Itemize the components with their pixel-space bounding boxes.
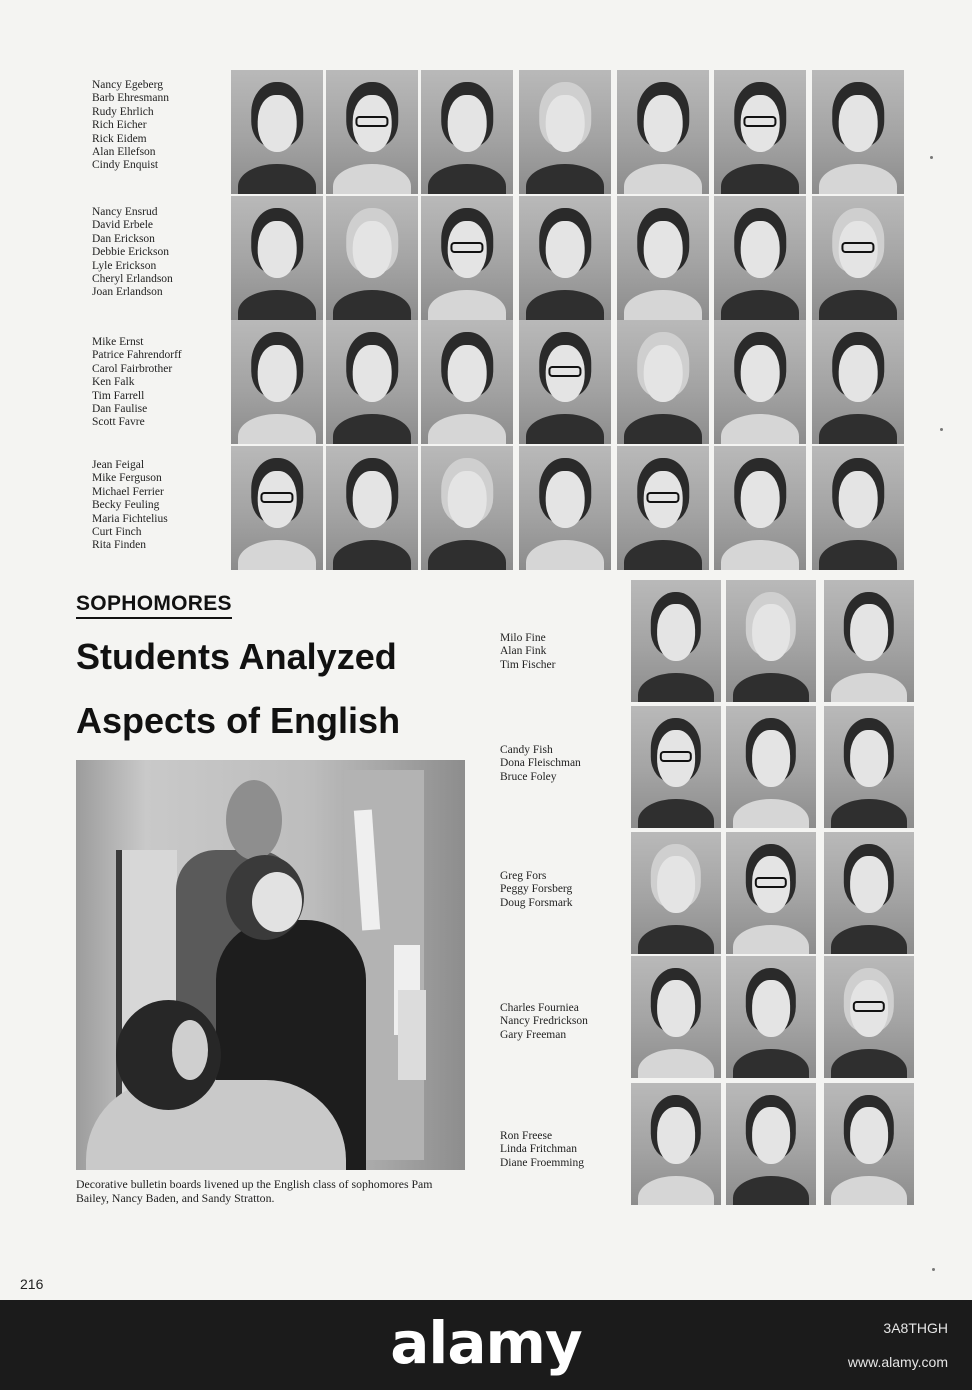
portrait-photo xyxy=(714,196,806,320)
watermark-logo: alamy xyxy=(390,1309,582,1377)
portrait-photo xyxy=(812,70,904,194)
portrait-photo xyxy=(617,446,709,570)
headline-line-1: Students Analyzed xyxy=(76,636,397,677)
name-list-side-5: Ron Freese Linda Fritchman Diane Froemming xyxy=(500,1130,584,1169)
name-list-side-4: Charles Fourniea Nancy Fredrickson Gary Freeman xyxy=(500,1002,588,1041)
name-list-row-4: Jean Feigal Mike Ferguson Michael Ferrier Becky Feuling Maria Fichtelius Curt Finch Rita Finden xyxy=(92,459,168,552)
portrait-photo xyxy=(326,320,418,444)
portrait-photo xyxy=(519,320,611,444)
portrait-photo xyxy=(231,320,323,444)
portrait-photo xyxy=(714,70,806,194)
feature-photo-bulletin-board xyxy=(76,760,465,1170)
name-list-row-3: Mike Ernst Patrice Fahrendorff Carol Fairbrother Ken Falk Tim Farrell Dan Faulise Scott Favre xyxy=(92,336,182,429)
portrait-photo xyxy=(726,580,816,702)
portrait-photo xyxy=(726,956,816,1078)
name-list-side-2: Candy Fish Dona Fleischman Bruce Foley xyxy=(500,744,581,783)
photo-caption: Decorative bulletin boards livened up the English class of sophomores Pam Bailey, Nancy Baden, and Sandy Stratton. xyxy=(76,1177,433,1205)
portrait-photo xyxy=(231,446,323,570)
portrait-photo xyxy=(726,706,816,828)
portrait-photo xyxy=(824,832,914,954)
portrait-photo xyxy=(519,446,611,570)
portrait-photo xyxy=(421,70,513,194)
portrait-photo xyxy=(326,70,418,194)
portrait-photo xyxy=(824,706,914,828)
portrait-photo xyxy=(631,956,721,1078)
portrait-photo xyxy=(617,320,709,444)
page-number: 216 xyxy=(20,1276,44,1292)
portrait-photo xyxy=(617,70,709,194)
dust-speck xyxy=(932,1268,935,1271)
portrait-photo xyxy=(231,196,323,320)
watermark-image-id: 3A8THGH xyxy=(883,1320,948,1336)
name-list-side-3: Greg Fors Peggy Forsberg Doug Forsmark xyxy=(500,870,573,909)
portrait-photo xyxy=(631,706,721,828)
portrait-photo xyxy=(812,320,904,444)
portrait-photo xyxy=(726,832,816,954)
portrait-photo xyxy=(421,196,513,320)
portrait-photo xyxy=(519,196,611,320)
portrait-photo xyxy=(714,320,806,444)
portrait-photo xyxy=(631,580,721,702)
portrait-photo xyxy=(824,580,914,702)
section-label: SOPHOMORES xyxy=(76,592,232,619)
portrait-photo xyxy=(824,956,914,1078)
portrait-photo xyxy=(631,832,721,954)
portrait-photo xyxy=(326,446,418,570)
portrait-photo xyxy=(421,446,513,570)
headline-line-2: Aspects of English xyxy=(76,700,401,741)
portrait-photo xyxy=(231,70,323,194)
dust-speck xyxy=(930,156,933,159)
portrait-photo xyxy=(617,196,709,320)
name-list-row-2: Nancy Ensrud David Erbele Dan Erickson Debbie Erickson Lyle Erickson Cheryl Erlandson Joan Erlandson xyxy=(92,206,173,299)
portrait-photo xyxy=(726,1083,816,1205)
portrait-photo xyxy=(519,70,611,194)
portrait-photo xyxy=(824,1083,914,1205)
name-list-row-1: Nancy Egeberg Barb Ehresmann Rudy Ehrlich Rich Eicher Rick Eidem Alan Ellefson Cindy Enquist xyxy=(92,79,169,172)
portrait-photo xyxy=(631,1083,721,1205)
portrait-photo xyxy=(812,196,904,320)
watermark-site: www.alamy.com xyxy=(847,1354,948,1370)
portrait-photo xyxy=(326,196,418,320)
dust-speck xyxy=(940,428,943,431)
portrait-photo xyxy=(812,446,904,570)
portrait-photo xyxy=(714,446,806,570)
portrait-photo xyxy=(421,320,513,444)
name-list-side-1: Milo Fine Alan Fink Tim Fischer xyxy=(500,632,556,671)
